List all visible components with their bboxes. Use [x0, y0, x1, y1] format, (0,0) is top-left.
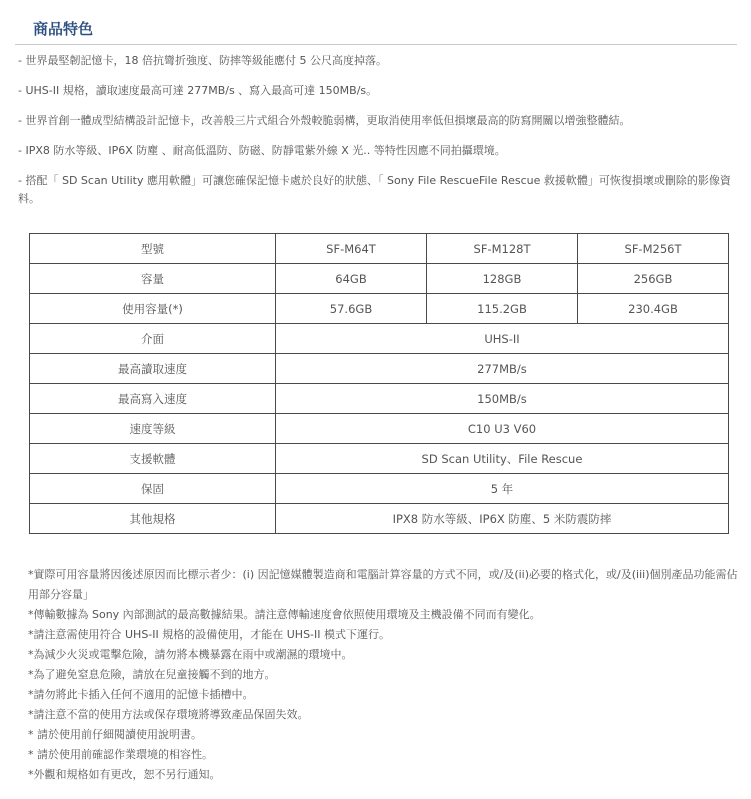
note-changes: *外觀和規格如有更改，恕不另行通知。	[28, 768, 221, 781]
speed-class-value: C10 U3 V60	[276, 414, 729, 444]
row-label-read-speed: 最高讀取速度	[30, 354, 276, 384]
feature-item-durability: - 世界最堅韌記憶卡，18 倍抗彎折強度、防摔等級能應付 5 公尺高度掉落。	[18, 54, 387, 67]
table-row-speed-class	[30, 414, 729, 444]
feature-item-software: - 搭配「 SD Scan Utility 應用軟體」可讓您確保記憶卡處於良好的狀態、「 Sony File RescueFile Rescue 救援軟體」可恢復損壞或刪除的影像資料。	[18, 174, 731, 205]
section-header	[15, 10, 737, 45]
table-row-other-specs	[30, 504, 729, 534]
feature-item-protection: - IPX8 防水等級、IP6X 防塵 、耐高低溫防、防磁、防靜電紫外線 X 光.. 等特性因應不同拍攝環境。	[18, 144, 506, 157]
feature-list	[18, 52, 738, 208]
table-row-model	[30, 234, 729, 264]
note-warranty: *請注意不當的使用方法或保存環境將導致產品保固失效。	[28, 708, 309, 721]
note-compatibility: * 請於使用前確認作業環境的相容性。	[28, 748, 213, 761]
row-label-software: 支援軟體	[30, 444, 276, 474]
row-label-warranty: 保固	[30, 474, 276, 504]
row-label-model: 型號	[30, 234, 276, 264]
capacity-value: 64GB	[276, 264, 427, 294]
model-name: SF-M256T	[578, 234, 729, 264]
spec-table	[29, 233, 729, 534]
warranty-value: 5 年	[276, 474, 729, 504]
model-name: SF-M64T	[276, 234, 427, 264]
row-label-interface: 介面	[30, 324, 276, 354]
note-uhs-ii: *請注意需使用符合 UHS-II 規格的設備使用，才能在 UHS-II 模式下運行。	[28, 628, 391, 641]
table-row-capacity	[30, 264, 729, 294]
row-label-capacity: 容量	[30, 264, 276, 294]
note-transfer: *傳輸數據為 Sony 內部測試的最高數據結果。請注意傳輸速度會依照使用環境及主機設備不同而有變化。	[28, 608, 541, 621]
row-label-other-specs: 其他規格	[30, 504, 276, 534]
table-row-software	[30, 444, 729, 474]
note-choking: *為了避免窒息危險，請放在兒童接觸不到的地方。	[28, 668, 276, 681]
capacity-value: 128GB	[427, 264, 578, 294]
usable-capacity-value: 115.2GB	[427, 294, 578, 324]
note-capacity: *實際可用容量將因後述原因而比標示者少：(i) 因記憶媒體製造商和電腦計算容量的方式不同，或/及(ii)必要的格式化，或/及(iii)個別產品功能需佔用部分容量」	[28, 568, 738, 601]
row-label-write-speed: 最高寫入速度	[30, 384, 276, 414]
write-speed-value: 150MB/s	[276, 384, 729, 414]
model-name: SF-M128T	[427, 234, 578, 264]
table-row-write-speed	[30, 384, 729, 414]
note-fire: *為減少火災或電擊危險，請勿將本機暴露在雨中或潮濕的環境中。	[28, 648, 353, 661]
feature-item-speed: - UHS-II 規格，讀取速度最高可達 277MB/s 、寫入最高可達 150MB/s。	[18, 84, 378, 97]
table-row-read-speed	[30, 354, 729, 384]
usable-capacity-value: 230.4GB	[578, 294, 729, 324]
row-label-usable-capacity: 使用容量(*)	[30, 294, 276, 324]
table-row-usable-capacity	[30, 294, 729, 324]
interface-value: UHS-II	[276, 324, 729, 354]
table-row-warranty	[30, 474, 729, 504]
section-title: 商品特色	[33, 20, 94, 38]
notes-list	[28, 565, 740, 785]
other-specs-value: IPX8 防水等級、IP6X 防塵、5 米防震防摔	[276, 504, 729, 534]
usable-capacity-value: 57.6GB	[276, 294, 427, 324]
software-value: SD Scan Utility、File Rescue	[276, 444, 729, 474]
row-label-speed-class: 速度等級	[30, 414, 276, 444]
read-speed-value: 277MB/s	[276, 354, 729, 384]
feature-item-structure: - 世界首創一體成型結構設計記憶卡，改善般三片式組合外殼較脆弱構，更取消使用率低但損壞最高的防寫開關以增強整體結。	[18, 114, 631, 127]
note-manual: * 請於使用前仔細閱讀使用說明書。	[28, 728, 202, 741]
note-slot: *請勿將此卡插入任何不適用的記憶卡插槽中。	[28, 688, 254, 701]
table-row-interface	[30, 324, 729, 354]
capacity-value: 256GB	[578, 264, 729, 294]
